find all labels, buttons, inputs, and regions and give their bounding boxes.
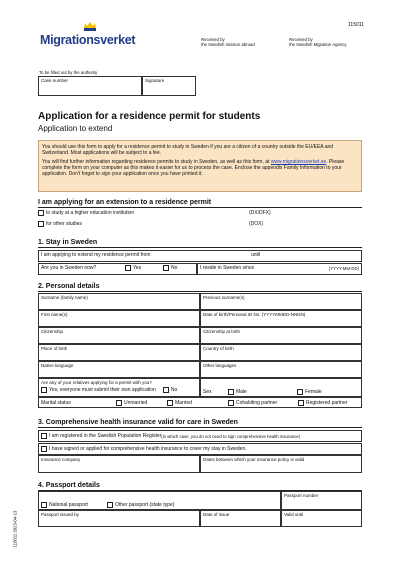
previous-surnames-label: Previous surname(s) [203,295,245,300]
national-passport-checkbox[interactable] [41,502,47,508]
marital-status-row [38,397,362,408]
native-language-field[interactable] [38,361,200,378]
marital-registered[interactable] [298,400,347,406]
website-link[interactable]: www.migrationsverket.se [270,159,327,165]
logo [40,22,150,54]
marital-married[interactable] [167,400,192,406]
personal-title: 2. Personal details [38,283,100,290]
cohabiting-label: Cohabiting partner [236,400,278,406]
country-of-birth-label: Country of birth [203,346,234,351]
surname-label: Surname (family name) [41,295,88,300]
info-p2-text-end: . Please complete the form on your computer as this makes it easier for us to process the case. Enclose the appendix Family Information to your application. Don't forget to sign your application once you have printed it. [42,159,345,177]
info-paragraph-1: You should use this form to apply for a residence permit to study in Sweden if you are a citizen of a country outside the EU/EEA and Switzerland. Most applications will be subject to a fee. [42,144,334,156]
sex-male[interactable] [228,389,247,395]
relatives-yes[interactable] [41,387,156,393]
other-studies-checkbox[interactable] [38,221,44,227]
other-passport-label: Other passport (state type) [115,502,175,508]
in-sweden-question: Are you in Sweden now? [41,265,97,271]
insurance-company-label: Insurance company [41,457,81,462]
info-box [38,140,362,192]
option-higher-education[interactable] [38,210,134,216]
country-of-birth-field[interactable] [200,344,362,361]
insurance-checkbox[interactable] [41,446,47,452]
population-register-checkbox[interactable] [41,433,47,439]
first-names-field[interactable] [38,310,200,327]
native-language-label: Native language [41,363,74,368]
place-of-birth-field[interactable] [38,344,200,361]
insurance-label: I have signed or applied for comprehensive health insurance to cover my stay in Sweden. [49,446,247,452]
citizenship-label: Citizenship [41,329,64,334]
reside-since-label: I reside in Sweden since [200,265,255,271]
date-of-issue-field[interactable] [200,510,281,527]
form-number: 115011 [348,22,364,28]
received-mission-line1: Received by [201,37,225,42]
page-title: Application for a residence permit for students [38,111,261,122]
first-names-label: First name(s) [41,312,68,317]
info-p2-text: You will find further information regarding residence permits to study in Sweden, as well as this form, at [42,159,271,165]
no-label: No [171,265,178,271]
relatives-no[interactable] [163,387,177,393]
married-checkbox[interactable] [167,400,173,406]
citizenship-at-birth-field[interactable] [200,327,362,344]
health-title: 3. Comprehensive health insurance valid for care in Sweden [38,419,238,426]
citizenship-field[interactable] [38,327,200,344]
marital-unmarried[interactable] [116,400,147,406]
health-rule [38,427,362,428]
surname-field[interactable] [38,293,200,310]
valid-until-label: Valid until [284,512,304,517]
higher-education-checkbox[interactable] [38,210,44,216]
crown-icon [82,22,98,32]
passport-type-row [38,491,281,510]
place-of-birth-label: Place of birth [41,346,68,351]
received-mission-line2: the Swedish mission abroad [201,42,255,47]
passport-title: 4. Passport details [38,482,100,489]
population-register-label: I am registered in the Swedish Population Register [49,433,162,439]
reside-since-field[interactable] [197,263,362,275]
info-paragraph-2 [42,159,358,177]
relatives-question: Are any of your relatives applying for a permit with you? [41,380,152,385]
signature-label: Signature [145,78,165,83]
previous-surnames-field[interactable] [200,293,362,310]
population-register-note: (in which case, you do not need to sign comprehensive health insurance) [161,433,301,439]
sex-label: Sex [203,389,212,395]
registered-checkbox[interactable] [298,400,304,406]
in-sweden-yes-checkbox[interactable] [125,265,131,271]
date-of-birth-field[interactable] [200,310,362,327]
yes-label: Yes [133,265,142,271]
marital-status-label: Marital status [41,400,71,406]
date-of-birth-label: Date of birth/Personal ID No. (YYYYMMDD-NNNN) [203,312,306,317]
logo-text: Migrationsverket [40,33,136,47]
received-by-agency [289,37,347,47]
female-checkbox[interactable] [297,389,303,395]
received-agency-line1: Received by [289,37,313,42]
applying-title: I am applying for an extension to a residence permit [38,199,212,206]
sex-field [200,378,362,397]
side-form-code: 115011 2023-04-13 [12,510,18,548]
cohabiting-checkbox[interactable] [228,400,234,406]
received-agency-line2: the Swedish Migration Agency [289,42,347,47]
other-languages-label: Other languages [203,363,237,368]
passport-issued-by-label: Passport issued by [41,512,80,517]
insurance-company-field[interactable] [38,455,200,473]
date-format-hint: (YYYY-MM-DD) [328,266,359,271]
registered-label: Registered partner [306,400,348,406]
in-sweden-yes[interactable] [125,265,141,271]
passport-issued-by-field[interactable] [38,510,200,527]
date-of-issue-label: Date of issue [203,512,230,517]
relatives-yes-label: Yes, everyone must submit their own application [49,386,156,393]
page-subtitle: Application to extend [38,124,113,133]
passport-number-field[interactable] [281,491,362,510]
insurance-dates-field[interactable] [200,455,362,473]
health-option-registered[interactable] [38,430,362,442]
insurance-dates-label: Dates between which your insurance policy is valid [203,457,305,462]
unmarried-checkbox[interactable] [116,400,122,406]
citizenship-at-birth-label: Citizenship at birth [203,329,241,334]
other-passport-option[interactable] [107,502,174,508]
in-sweden-row [38,263,197,275]
higher-education-code: (DX/DFX) [249,210,271,216]
applying-rule [38,207,362,208]
sex-female[interactable] [297,389,322,395]
relatives-yes-checkbox[interactable] [41,387,47,393]
until-label: until [251,252,261,258]
signature-field[interactable] [142,76,196,96]
case-number-label: Case number [41,78,69,83]
other-studies-label: for other studies [46,221,82,227]
unmarried-label: Unmarried [124,400,148,406]
health-option-insurance[interactable] [38,443,362,455]
in-sweden-no-checkbox[interactable] [163,265,169,271]
other-studies-code: (DOX) [249,221,264,227]
married-label: Married [175,400,192,406]
female-label: Female [305,389,322,395]
higher-education-label: to study at a higher education institution [46,210,135,216]
national-passport-option[interactable] [41,502,88,508]
in-sweden-no[interactable] [163,265,177,271]
valid-until-field[interactable] [281,510,362,527]
option-other-studies[interactable] [38,221,82,227]
received-by-mission [201,37,255,47]
relatives-no-checkbox[interactable] [163,387,169,393]
permit-period-label: I am applying to extend my residence permit from [41,252,151,258]
passport-number-label: Passport number [284,493,319,498]
other-languages-field[interactable] [200,361,362,378]
relatives-no-label: No [170,386,178,393]
authority-caption: To be filled out by the authority [39,70,98,75]
marital-cohabiting[interactable] [228,400,277,406]
stay-rule [38,247,362,248]
case-number-field[interactable] [38,76,142,96]
stay-title: 1. Stay in Sweden [38,239,98,246]
male-label: Male [236,389,247,395]
other-passport-checkbox[interactable] [107,502,113,508]
personal-rule [38,291,362,292]
male-checkbox[interactable] [228,389,234,395]
relatives-question-field [38,378,200,397]
permit-period-field[interactable] [38,250,362,262]
national-passport-label: National passport [49,502,88,508]
